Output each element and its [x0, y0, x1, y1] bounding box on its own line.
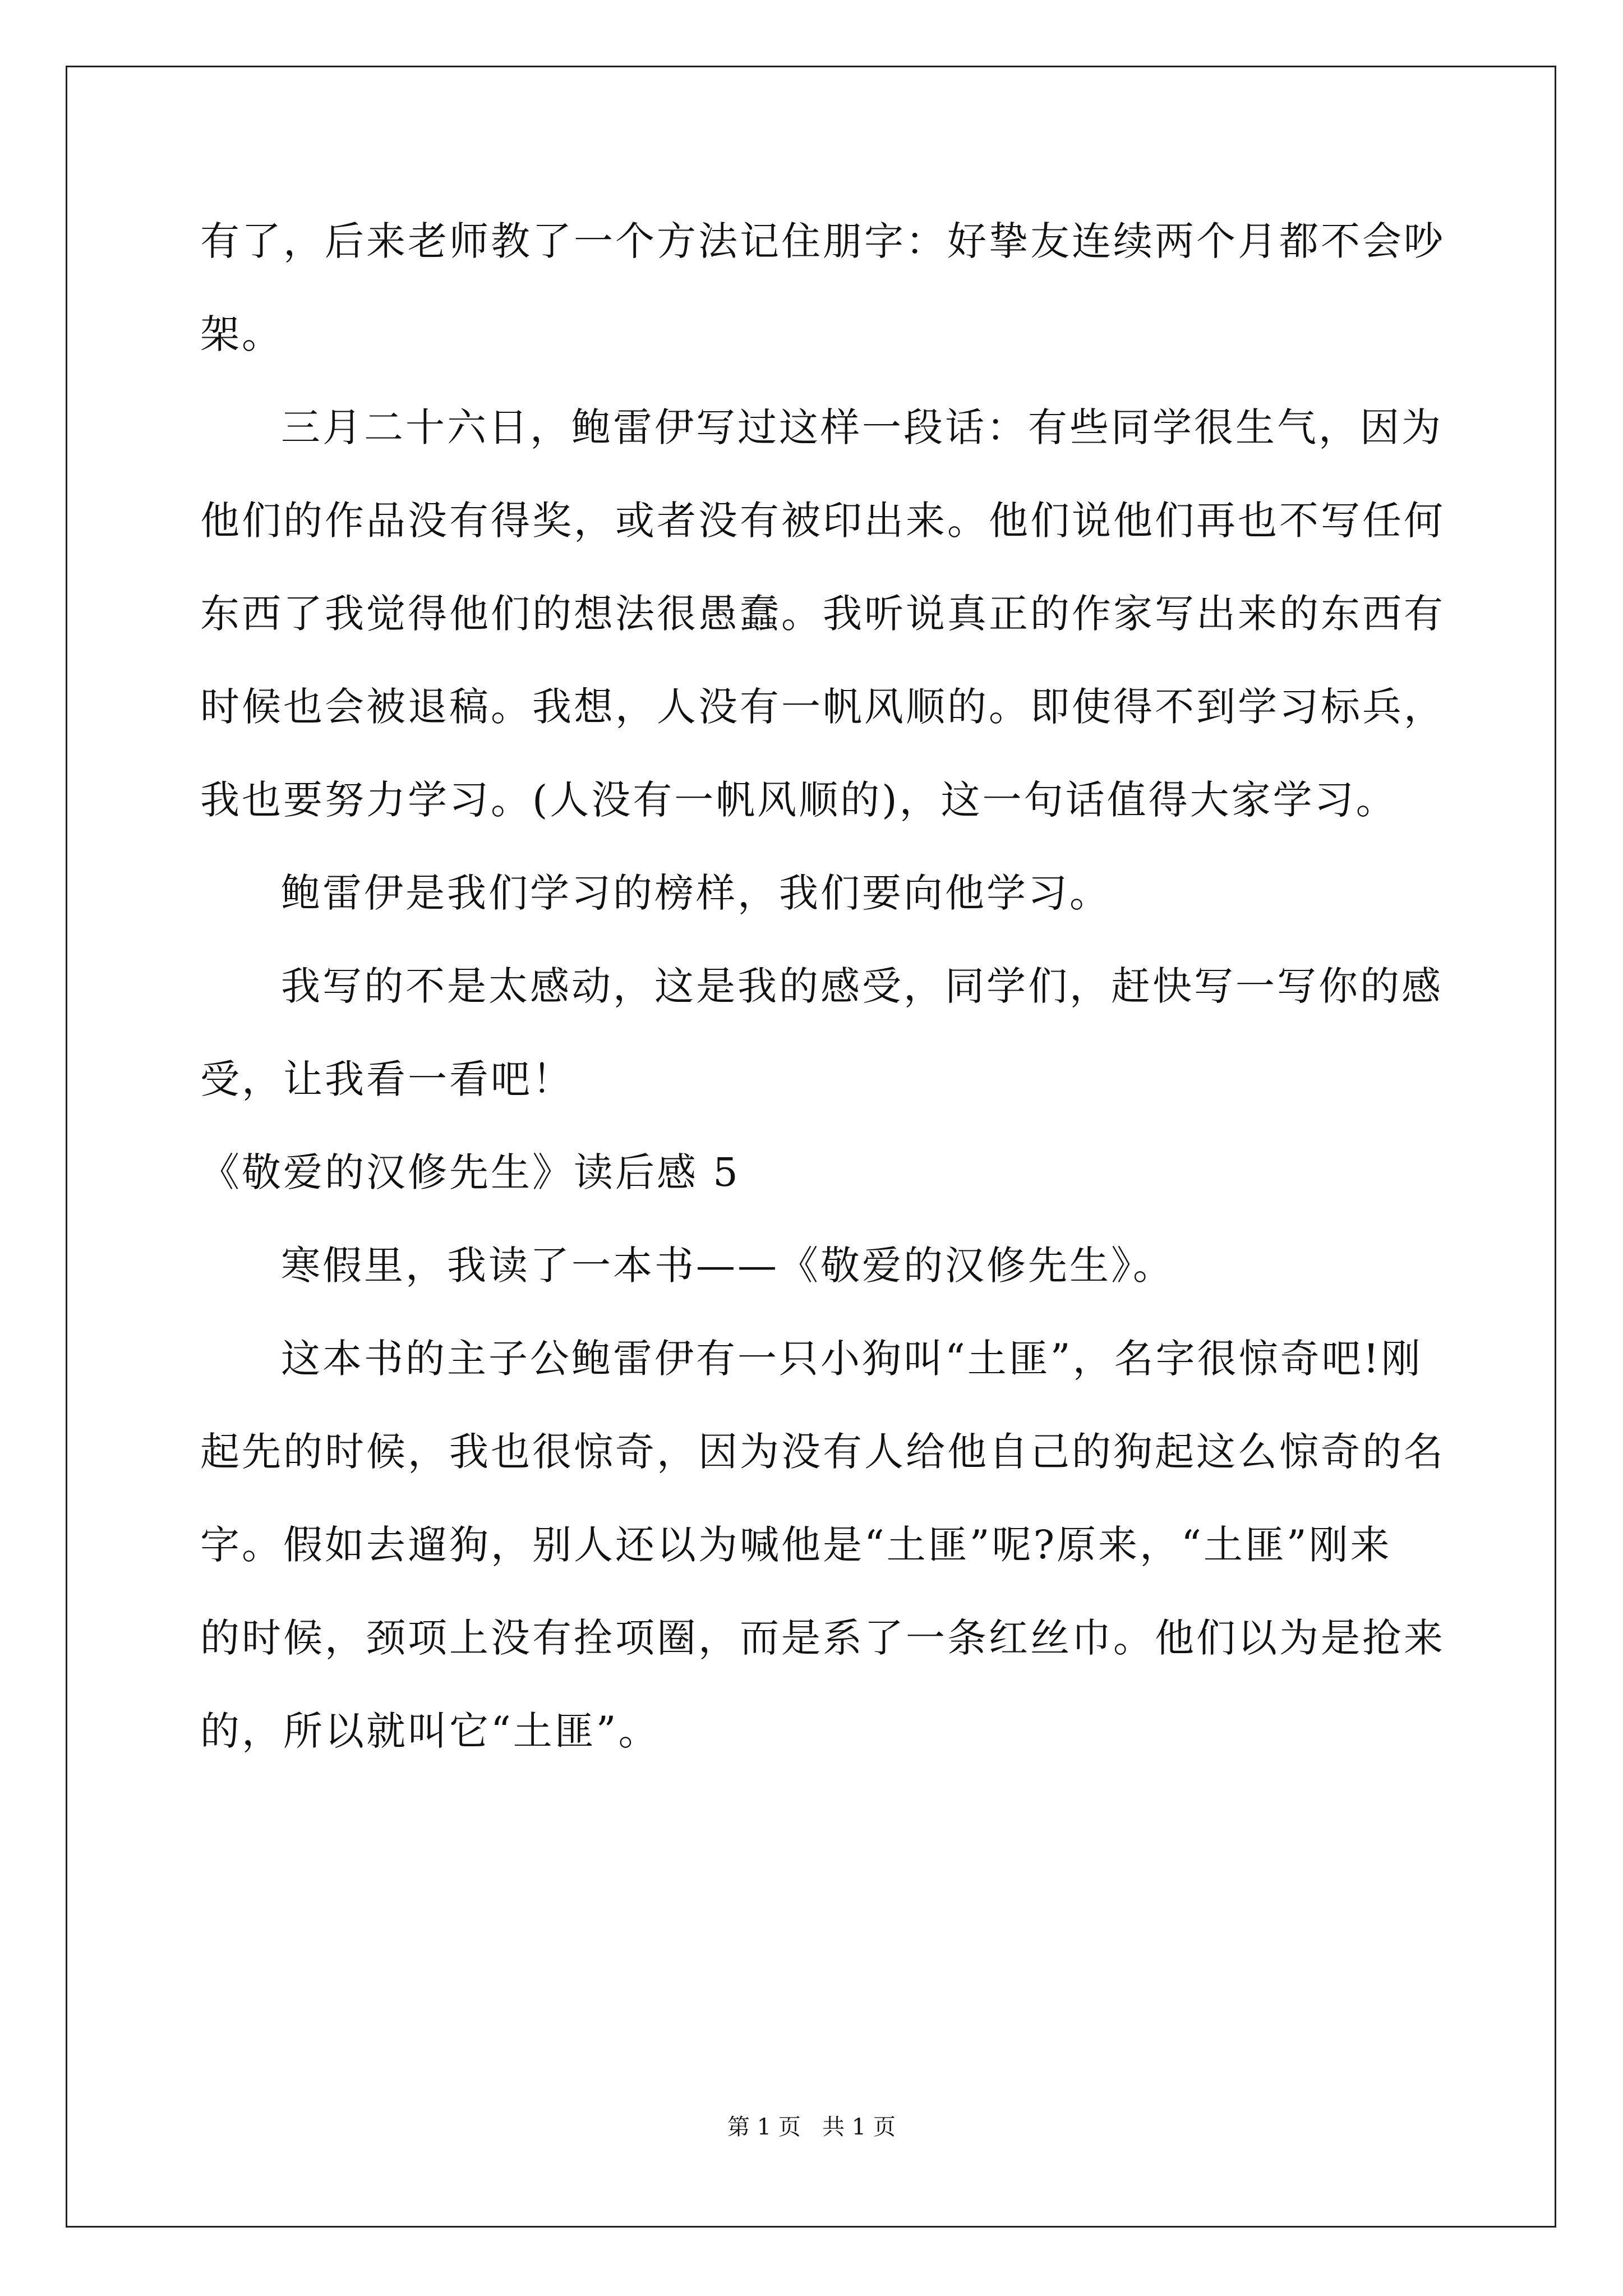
text-line: 我也要努力学习。(人没有一帆风顺的)，这一句话值得大家学习。 — [200, 777, 1398, 823]
paragraph-start-line: 这本书的主子公鲍雷伊有一只小狗叫“土匪”，名字很惊奇吧!刚 — [281, 1336, 1423, 1382]
text-line: 有了，后来老师教了一个方法记住朋字：好挚友连续两个月都不会吵 — [200, 218, 1445, 264]
text-line: 时候也会被退稿。我想，人没有一帆风顺的。即使得不到学习标兵， — [200, 684, 1445, 730]
text-line: 字。假如去遛狗，别人还以为喊他是“土匪”呢?原来，“土匪”刚来 — [200, 1522, 1392, 1568]
text-line: 东西了我觉得他们的想法很愚蠢。我听说真正的作家写出来的东西有 — [200, 591, 1445, 637]
text-line: 他们的作品没有得奖，或者没有被印出来。他们说他们再也不写任何 — [200, 498, 1445, 544]
text-line: 起先的时候，我也很惊奇，因为没有人给他自己的狗起这么惊奇的名 — [200, 1429, 1445, 1475]
section-heading: 《敬爱的汉修先生》读后感 5 — [200, 1149, 740, 1195]
paragraph-start-line: 鲍雷伊是我们学习的榜样，我们要向他学习。 — [281, 870, 1111, 916]
text-line: 的，所以就叫它“土匪”。 — [200, 1708, 660, 1754]
page-footer: 第 1 页 共 1 页 — [727, 2114, 896, 2140]
text-line: 受，让我看一看吧！ — [200, 1056, 574, 1102]
paragraph-start-line: 寒假里，我读了一本书——《敬爱的汉修先生》。 — [281, 1243, 1174, 1289]
text-line: 架。 — [200, 311, 283, 357]
paragraph-start-line: 我写的不是太感动，这是我的感受，同学们，赶快写一写你的感 — [281, 963, 1443, 1009]
paragraph-start-line: 三月二十六日，鲍雷伊写过这样一段话：有些同学很生气，因为 — [281, 404, 1443, 450]
text-line: 的时候，颈项上没有拴项圈，而是系了一条红丝巾。他们以为是抢来 — [200, 1615, 1445, 1661]
